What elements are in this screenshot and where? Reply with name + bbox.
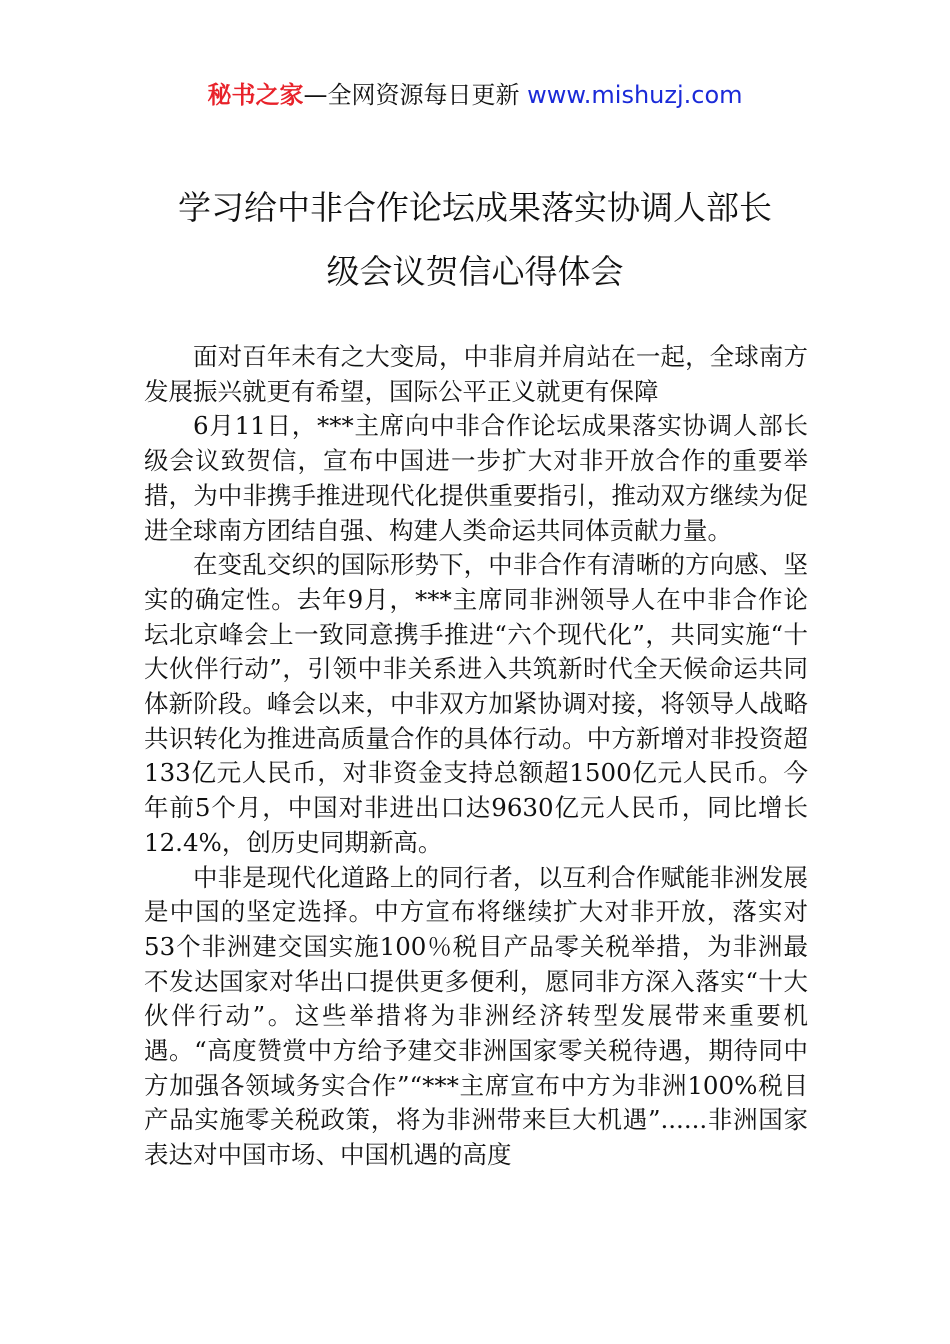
paragraph-1: 面对百年未有之大变局，中非肩并肩站在一起，全球南方发展振兴就更有希望，国际公平正义就更有保障 xyxy=(144,342,808,406)
site-tagline: —全网资源每日更新 xyxy=(303,81,520,109)
paragraph-3: 在变乱交织的国际形势下，中非合作有清晰的方向感、坚实的确定性。去年9月，***主席同非洲领导人在中非合作论坛北京峰会上一致同意携手推进“六个现代化”，共同实施“十大伙伴行动”，引领中非关系进入共筑新时代全天候命运共同体新阶段。峰会以来，中非双方加紧协调对接，将领导人战略共识转化为推进高质量合作的具体行动。中方新增对非投资超133亿元人民币，对非资金支持总额超1500亿元人民币。今年前5个月，中国对非进出口达9630亿元人民币，同比增长12.4%，创历史同期新高。 xyxy=(144,550,808,857)
paragraph-2: 6月11日，***主席向中非合作论坛成果落实协调人部长级会议致贺信，宣布中国进一步扩大对非开放合作的重要举措，为中非携手推进现代化提供重要指引，推动双方继续为促进全球南方团结自强、构建人类命运共同体贡献力量。 xyxy=(144,411,808,545)
brand-name: 秘书之家 xyxy=(207,81,304,109)
site-url-link[interactable]: www.mishuzj.com xyxy=(527,81,743,109)
paragraph-4: 中非是现代化道路上的同行者，以互利合作赋能非洲发展是中国的坚定选择。中方宣布将继续扩大对非开放，落实对53个非洲建交国实施100％税目产品零关税举措，为非洲最不发达国家对华出口提供更多便利，愿同非方深入落实“十大伙伴行动”。这些举措将为非洲经济转型发展带来重要机遇。“高度赞赏中方给予建交非洲国家零关税待遇，期待同中方加强各领域务实合作”“***主席宣布中方为非洲100%税目产品实施零关税政策，将为非洲带来巨大机遇”......非洲国家表达对中国市场、中国机遇的高度 xyxy=(144,862,808,1170)
title-line-2: 级会议贺信心得体会 xyxy=(326,252,624,291)
document-title xyxy=(140,176,810,304)
site-header xyxy=(0,78,950,112)
title-line-1: 学习给中非合作论坛成果落实协调人部长 xyxy=(178,188,772,227)
document-body xyxy=(144,340,808,1173)
